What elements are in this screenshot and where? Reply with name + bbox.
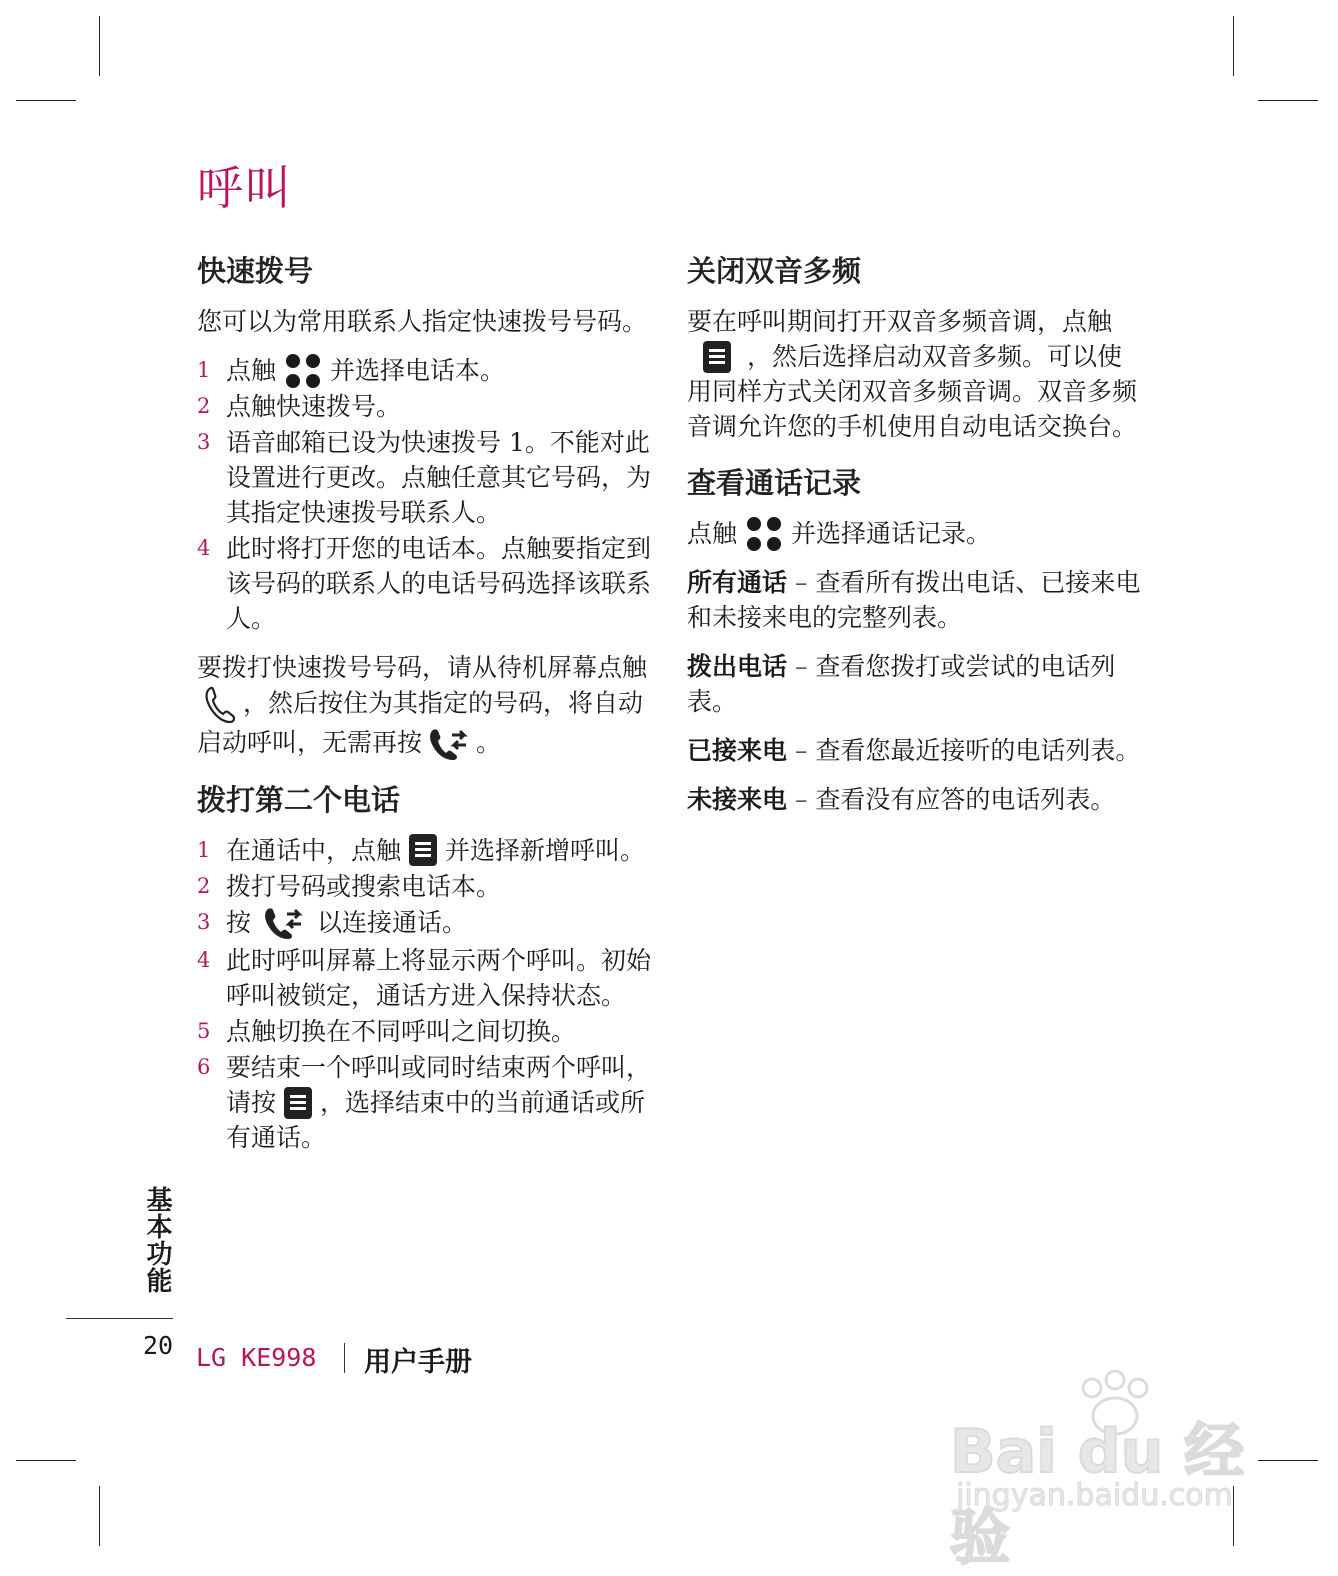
watermark-url: jingyan.baidu.com	[956, 1478, 1233, 1513]
list-item	[197, 905, 652, 943]
intro-text: 您可以为常用联系人指定快速拨号号码。	[197, 307, 648, 336]
note-text: ，然后按住为其指定的号码，将自动启动呼叫，无需再按	[197, 688, 644, 757]
step-number: 2	[197, 873, 211, 898]
crop-mark	[16, 100, 76, 101]
call-icon	[263, 906, 305, 942]
list-item	[197, 531, 652, 636]
note-text: 。	[476, 728, 502, 757]
left-column	[197, 248, 652, 1169]
call-icon	[428, 727, 470, 763]
definition-desc: 查看您拨打或尝试的电话列表。	[687, 652, 1116, 716]
crop-mark	[16, 1460, 76, 1461]
dash: –	[794, 568, 808, 597]
definition-desc: 查看没有应答的电话列表。	[815, 785, 1116, 814]
step-text: 拨打号码或搜索电话本。	[226, 871, 502, 901]
step-text: ，选择结束中的当前通话或所有通话。	[226, 1088, 646, 1152]
step-text: 要结束一个呼叫或同时结束两个呼叫，请按	[226, 1053, 652, 1117]
watermark-logo: Bai du 经验	[950, 1417, 1245, 1573]
manual-title: 用户手册	[364, 1347, 472, 1378]
dtmf-text	[687, 304, 1142, 444]
step-text: 此时呼叫屏幕上将显示两个呼叫。初始呼叫被锁定，通话方进入保持状态。	[226, 946, 652, 1010]
speed-dial-note	[197, 650, 652, 763]
section-heading: 查看通话记录	[687, 466, 862, 500]
step-text: 点触快速拨号。	[226, 392, 402, 421]
definition-item	[687, 733, 1142, 768]
step-number: 2	[197, 394, 211, 418]
step-text: 按	[226, 907, 252, 937]
watermark	[950, 1370, 1270, 1573]
apps-grid-icon	[286, 354, 320, 388]
page-number: 20	[143, 1331, 174, 1360]
menu-icon	[409, 834, 437, 866]
call-log-section	[687, 460, 1142, 817]
right-column	[687, 248, 1142, 831]
footer-separator	[344, 1343, 345, 1373]
definition-item	[687, 782, 1142, 817]
definition-item	[687, 649, 1142, 719]
section-heading: 快速拨号	[197, 254, 314, 288]
step-number: 3	[197, 430, 211, 454]
second-call-section	[197, 777, 652, 1156]
step-text: 此时将打开您的电话本。点触要指定到该号码的联系人的电话号码选择该联系人。	[226, 534, 652, 633]
step-number: 4	[197, 948, 211, 972]
body-text: ，然后选择启动双音多频。可以使用同样方式关闭双音多频音调。双音多频音调允许您的手机使用自动电话交换台。	[687, 342, 1138, 441]
note-text: 要拨打快速拨号号码，请从待机屏幕点触	[197, 653, 648, 682]
speed-dial-section	[197, 248, 652, 763]
list-item	[197, 353, 652, 388]
crop-mark	[1258, 100, 1318, 101]
step-number: 6	[197, 1055, 211, 1079]
crop-mark	[99, 16, 100, 76]
crop-mark	[1233, 16, 1234, 76]
definition-term: 所有通话	[687, 568, 788, 597]
section-heading: 拨打第二个电话	[197, 782, 401, 817]
definition-term: 未接来电	[687, 785, 788, 814]
list-item	[197, 833, 652, 868]
call-log-intro	[687, 516, 1142, 551]
step-number: 5	[197, 1019, 211, 1043]
list-item	[197, 425, 652, 530]
section-tab-label: 基本功能	[142, 1186, 172, 1294]
footer-divider	[66, 1318, 173, 1319]
menu-icon	[284, 1087, 312, 1119]
second-call-steps	[197, 833, 652, 1156]
definition-term: 已接来电	[687, 736, 788, 765]
model-name: LG KE998	[196, 1343, 317, 1372]
definition-item	[687, 565, 1142, 635]
step-text: 在通话中，点触	[226, 835, 402, 865]
dash: –	[794, 736, 808, 765]
list-item	[197, 943, 652, 1013]
step-number: 4	[197, 536, 211, 560]
definition-desc: 查看所有拨出电话、已接来电和未接来电的完整列表。	[687, 568, 1141, 632]
dash: –	[794, 785, 808, 814]
step-number: 3	[197, 909, 211, 934]
list-item	[197, 1050, 652, 1155]
list-item	[197, 1014, 652, 1049]
step-number: 1	[197, 837, 211, 862]
crop-mark	[99, 1486, 100, 1546]
apps-grid-icon	[747, 517, 781, 551]
dtmf-section	[687, 248, 1142, 444]
speed-dial-steps	[197, 353, 652, 636]
step-text: 并选择电话本。	[330, 356, 506, 385]
list-item	[197, 869, 652, 904]
phone-icon	[203, 685, 237, 725]
definition-term: 拨出电话	[687, 652, 788, 681]
step-text: 点触	[226, 356, 277, 385]
step-text: 并选择新增呼叫。	[445, 835, 646, 865]
menu-icon	[703, 341, 731, 373]
step-text: 语音邮箱已设为快速拨号 1。不能对此设置进行更改。点触任意其它号码，为其指定快速拨号联系人。	[226, 428, 652, 527]
dash: –	[794, 652, 808, 681]
section-heading: 关闭双音多频	[687, 254, 862, 288]
body-text: 要在呼叫期间打开双音多频音调，点触	[687, 307, 1113, 336]
step-number: 1	[197, 358, 211, 382]
step-text: 以连接通话。	[317, 907, 468, 937]
step-text: 点触切换在不同呼叫之间切换。	[226, 1017, 577, 1046]
definition-desc: 查看您最近接听的电话列表。	[815, 736, 1141, 765]
body-text: 点触	[687, 519, 738, 548]
page-title: 呼叫	[197, 161, 293, 215]
list-item	[197, 389, 652, 424]
body-text: 并选择通话记录。	[791, 519, 992, 548]
